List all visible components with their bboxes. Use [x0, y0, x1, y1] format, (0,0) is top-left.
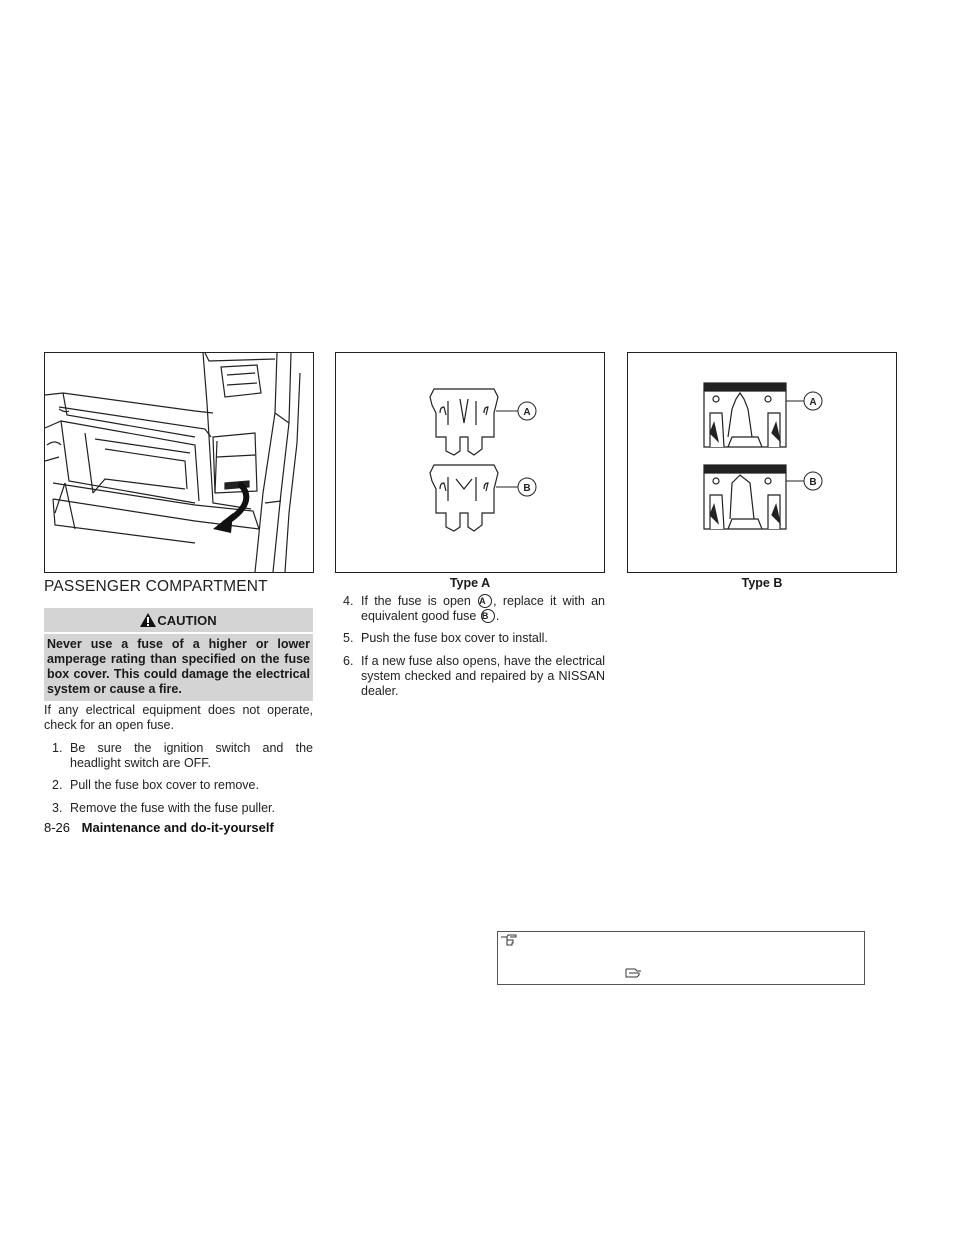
step-4: [343, 594, 605, 624]
label-a: A: [523, 407, 531, 418]
label-a: A: [809, 397, 817, 408]
step-1: [52, 741, 313, 771]
caution-box: [44, 608, 313, 701]
circled-a-icon: A: [478, 594, 492, 608]
glove-box-illustration: [45, 353, 313, 572]
step-6: [343, 654, 605, 699]
type-b-figure: [627, 352, 897, 573]
page-footer: [44, 820, 274, 835]
circled-b-icon: B: [481, 609, 495, 623]
pointing-hand-icon: [625, 967, 643, 979]
pointing-hand-icon: [500, 934, 518, 946]
step-number: 6.: [343, 654, 354, 668]
section-title: PASSENGER COMPARTMENT: [44, 578, 268, 595]
footer-section: Maintenance and do-it-yourself: [81, 820, 274, 835]
type-b-fuse-illustration: [628, 353, 896, 572]
step-number: 4.: [343, 594, 354, 608]
step-number: 3.: [52, 801, 63, 815]
label-b: B: [523, 483, 531, 494]
step-text: Be sure the ignition switch and the headlight switch are OFF.: [70, 741, 313, 770]
passenger-compartment-figure: [44, 352, 314, 573]
step-text: Push the fuse box cover to install.: [361, 631, 548, 645]
intro-paragraph: If any electrical equipment does not operate, check for an open fuse.: [44, 703, 313, 732]
step-3: [52, 801, 313, 816]
step-text: If a new fuse also opens, have the electrical system checked and repaired by a NISSAN dealer.: [361, 654, 605, 698]
step-number: 1.: [52, 741, 63, 755]
step-number: 5.: [343, 631, 354, 645]
step-text: Pull the fuse box cover to remove.: [70, 778, 259, 792]
step-number: 2.: [52, 778, 63, 792]
caution-heading: CAUTION: [157, 612, 217, 628]
reference-box: [497, 931, 865, 985]
warning-triangle-icon: [140, 613, 156, 627]
step-text-part: If the fuse is open: [361, 594, 471, 608]
step-2: [52, 778, 313, 793]
step-5: [343, 631, 605, 646]
type-a-caption: Type A: [449, 576, 491, 590]
page-number: 8-26: [44, 820, 71, 835]
step-text: Remove the fuse with the fuse puller.: [70, 801, 275, 815]
label-b: B: [809, 477, 817, 488]
caution-heading-row: [44, 608, 313, 634]
caution-text: Never use a fuse of a higher or lower amperage rating than specified on the fuse box cover. This could damage the electrical system or cause a fire.: [47, 637, 310, 696]
type-a-figure: [335, 352, 605, 573]
step-text-part: .: [495, 609, 500, 623]
step-text-part: , replace it with an equivalent good fuse: [361, 594, 605, 623]
type-b-caption: Type B: [741, 576, 783, 590]
type-a-fuse-illustration: [336, 353, 604, 572]
step-text: [361, 594, 605, 624]
